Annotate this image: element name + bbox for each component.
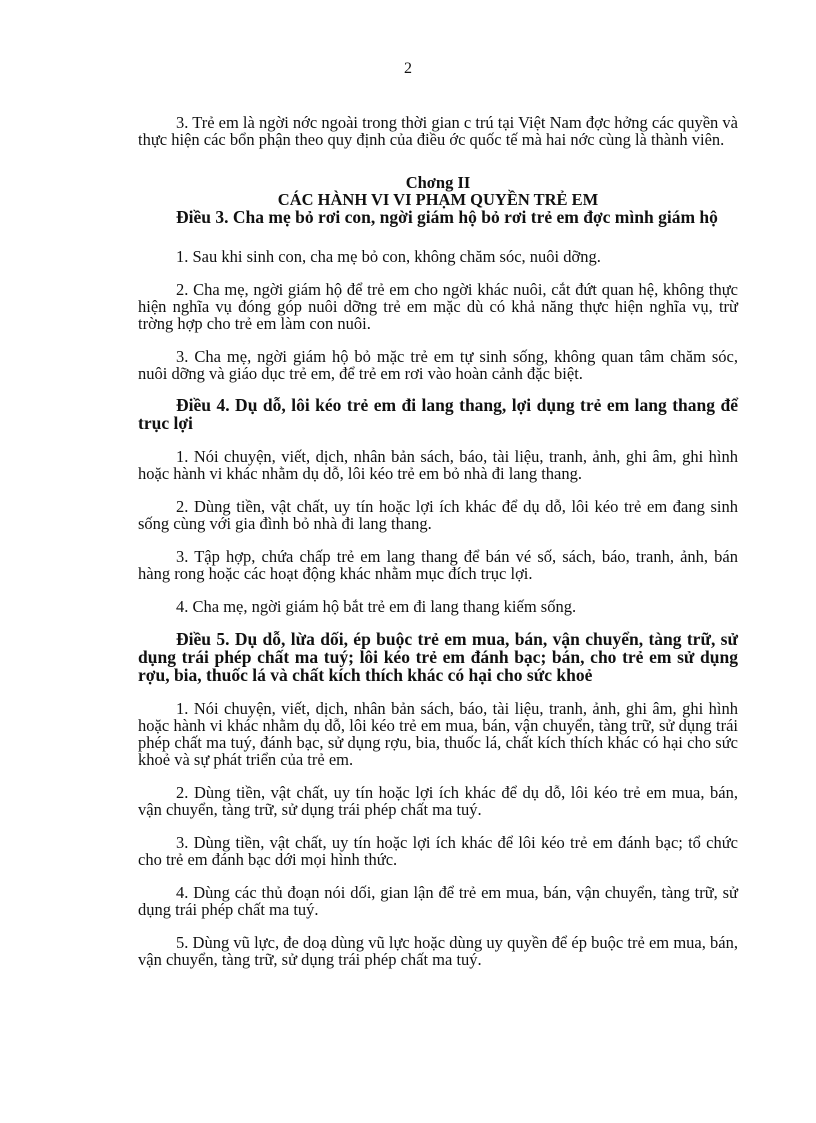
document-body	[138, 114, 738, 968]
article-3-item-1: 1. Sau khi sinh con, cha mẹ bỏ con, không chăm sóc, nuôi dỡng.	[176, 247, 601, 266]
article-4-item-1: 1. Nói chuyện, viết, dịch, nhân bản sách, báo, tài liệu, tranh, ảnh, ghi âm, ghi hình hoặc hành vi khác nhằm dụ dỗ, lôi kéo trẻ em bỏ nhà đi lang thang.	[138, 447, 738, 483]
article-4-title: Điều 4. Dụ dỗ, lôi kéo trẻ em đi lang thang, lợi dụng trẻ em lang thang để trục lợi	[138, 395, 738, 433]
article-4-item-3: 3. Tập hợp, chứa chấp trẻ em lang thang để bán vé số, sách, báo, tranh, ảnh, bán hàng rong hoặc các hoạt động khác nhằm mục đích trục lợi.	[138, 547, 738, 583]
chapter-title: CÁC HÀNH VI VI PHẠM QUYỀN TRẺ EM	[277, 190, 599, 209]
article-5-item-1: 1. Nói chuyện, viết, dịch, nhân bản sách, báo, tài liệu, tranh, ảnh, ghi âm, ghi hình hoặc hành vi khác nhằm dụ dỗ, lôi kéo trẻ em mua, bán, vận chuyển, tàng trữ, sử dụng trái phép chất ma tuý, đánh bạc, sử dụng rợu, bia, thuốc lá, chất kích thích khác có hại cho sức khoẻ và sự phát triển của trẻ em.	[138, 699, 738, 769]
article-5-item-2: 2. Dùng tiền, vật chất, uy tín hoặc lợi ích khác để dụ dỗ, lôi kéo trẻ em mua, bán, vận chuyển, tàng trữ, sử dụng trái phép chất ma tuý.	[138, 783, 738, 819]
article-5-title: Điều 5. Dụ dỗ, lừa dối, ép buộc trẻ em mua, bán, vận chuyển, tàng trữ, sử dụng trái phép chất ma tuý; lôi kéo trẻ em đánh bạc; bán, cho trẻ em sử dụng rợu, bia, thuốc lá và chất kích thích khác có hại cho sức khoẻ	[138, 629, 738, 685]
article-4-item-4: 4. Cha mẹ, ngời giám hộ bắt trẻ em đi lang thang kiếm sống.	[176, 597, 577, 616]
paragraph-foreigner-children: 3. Trẻ em là ngời nớc ngoài trong thời gian c trú tại Việt Nam đợc hởng các quyền và thực hiện các bổn phận theo quy định của điều ớc quốc tế mà hai nớc cùng là thành viên.	[138, 113, 738, 149]
page-number: 2	[404, 60, 412, 77]
article-3-item-3: 3. Cha mẹ, ngời giám hộ bỏ mặc trẻ em tự sinh sống, không quan tâm chăm sóc, nuôi dỡng và giáo dục trẻ em, để trẻ em rơi vào hoàn cảnh đặc biệt.	[138, 347, 738, 383]
article-5-item-3: 3. Dùng tiền, vật chất, uy tín hoặc lợi ích khác để lôi kéo trẻ em đánh bạc; tổ chức cho trẻ em đánh bạc dới mọi hình thức.	[138, 833, 738, 869]
article-3-title: Điều 3. Cha mẹ bỏ rơi con, ngời giám hộ bỏ rơi trẻ em đợc mình giám hộ	[176, 207, 718, 227]
article-5-item-5: 5. Dùng vũ lực, đe doạ dùng vũ lực hoặc dùng uy quyền để ép buộc trẻ em mua, bán, vận chuyển, tàng trữ, sử dụng trái phép chất ma tuý.	[138, 933, 738, 969]
article-4-item-2: 2. Dùng tiền, vật chất, uy tín hoặc lợi ích khác để dụ dỗ, lôi kéo trẻ em đang sinh sống cùng với gia đình bỏ nhà đi lang thang.	[138, 497, 738, 533]
chapter-number: Chơng II	[405, 173, 471, 192]
article-5-item-4: 4. Dùng các thủ đoạn nói dối, gian lận để trẻ em mua, bán, vận chuyển, tàng trữ, sử dụng trái phép chất ma tuý.	[138, 883, 738, 919]
article-3-item-2: 2. Cha mẹ, ngời giám hộ để trẻ em cho ngời khác nuôi, cắt đứt quan hệ, không thực hiện nghĩa vụ đóng góp nuôi dỡng trẻ em mặc dù có khả năng thực hiện nghĩa vụ, trừ trờng hợp cho trẻ em làm con nuôi.	[138, 280, 738, 333]
